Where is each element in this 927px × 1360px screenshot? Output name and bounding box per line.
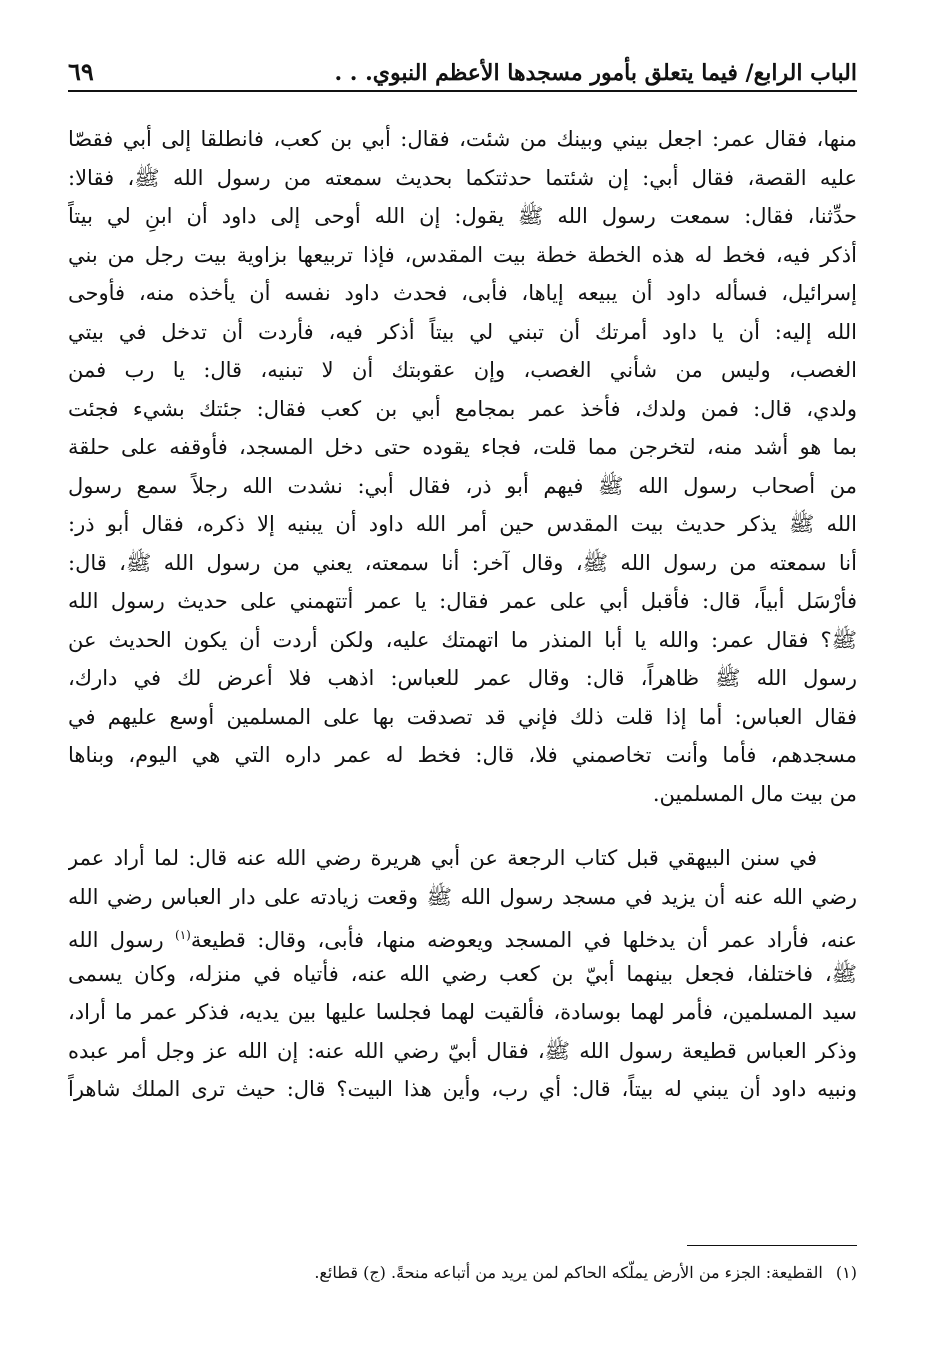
footnote-number: (١) [835, 1263, 857, 1282]
text-line: رضي الله عنه أن يزيد في مسجد رسول الله ﷺ وقعت زيادته على دار العباس رضي الله [68, 884, 857, 909]
text-line: الغصب، وليس من شأني الغصب، وإن عقوبتك أن لا تبنيه، قال: يا رب فمن [68, 358, 857, 382]
page-number: ٦٩ [68, 57, 94, 86]
text-line: عليه القصة، فقال أبي: إن شئتما حدثتكما بحديث سمعته من رسول الله ﷺ، فقالا: [68, 165, 857, 190]
text-line: ﷺ، فاختلفا، فجعل بينهما أبيّ بن كعب رضي الله عنه، فأتياه في منزله، وكان يسمى [68, 961, 857, 986]
text-line: من أصحاب رسول الله ﷺ فيهم أبو ذر، فقال أبي: نشدت الله رجلاً سمع رسول [68, 473, 857, 498]
text-line-part: عنه، فأراد عمر أن يدخلها في المسجد ويعوضه منها، فأبى، وقال: قطيعة [190, 928, 857, 952]
text-line: من بيت مال المسلمين. [652, 781, 857, 806]
text-line: مسجدهم، فأما وأنت تخاصمني فلا، قال: فخط له عمر داره التي هي اليوم، وبناها [68, 743, 857, 767]
text-line: ولدي، قال: فمن ولدك، فأخذ عمر بمجامع أبي بن كعب فقال: جئتك بشيء فجئت [68, 396, 857, 421]
text-line: فأرْسَل أبياً، قال: فأقبل أبي على عمر فقال: يا عمر أتتهمني على حديث رسول الله [68, 589, 857, 613]
text-line: حدِّثنا، فقال: سمعت رسول الله ﷺ يقول: إن الله أوحى إلى داود أن ابنِ لي بيتاً [68, 204, 857, 228]
text-line: ﷺ؟ فقال عمر: والله يا أبا المنذر ما اتهمتك عليه، ولكن أردت أن يكون الحديث عن [68, 627, 857, 652]
text-line: بما هو أشد منه، لتخرجن مما قلت، فجاء يقوده حتى دخل المسجد، فأوقفه على حلقة [68, 435, 857, 459]
text-line: منها، فقال عمر: اجعل بيني وبينك من شئت، فقال: أبي بن كعب، فانطلقا إلى أبي فقصّا [68, 127, 857, 151]
running-head [68, 52, 857, 92]
text-line: فقال العباس: أما إذا قلت ذلك فإني قد تصدقت بها على المسلمين أوسع عليهم في [68, 704, 857, 729]
text-line-part: رسول الله [68, 928, 164, 952]
footnote-ref[interactable]: (١) [175, 928, 191, 942]
text-line: في سنن البيهقي قبل كتاب الرجعة عن أبي هريرة رضي الله عنه قال: لما أراد عمر [68, 846, 817, 870]
paragraph-gap [68, 813, 857, 839]
chapter-title: الباب الرابع/ فيما يتعلق بأمور مسجدها الأعظم النبوي. . . [334, 60, 857, 86]
text-line: الله ﷺ يذكر حديث بيت المقدس حين أمر الله داود أن يبنيه إلا ذكره، فقال أبو ذر: [68, 512, 857, 536]
footnote-text: القطيعة: الجزء من الأرض يملّكه الحاكم لمن يريد من أتباعه منحةً. (ج) قطائع. [314, 1263, 823, 1282]
text-line: سيد المسلمين، فأمر لهما بوسادة، فألقيت لهما فجلسا عليها بين يديه، فذكر عمر ما أراد، [68, 1000, 857, 1024]
footnote-divider [687, 1245, 857, 1246]
paragraph [68, 120, 857, 813]
footnote [200, 1258, 857, 1288]
text-line: وذكر العباس قطيعة رسول الله ﷺ، فقال أبيّ رضي الله عنه: إن الله عز وجل أمر عبده [68, 1038, 857, 1063]
text-line: أذكر فيه، فخط له هذه الخطة خطة بيت المقدس، فإذا تربيعها بزاوية بيت رجل من بني [68, 242, 857, 267]
paragraph [68, 839, 857, 1109]
text-line-with-footnote [68, 916, 857, 955]
text-line: ونبيه داود أن يبني له بيتاً، قال: أي رب، وأين هذا البيت؟ قال: حيث ترى الملك شاهراً [68, 1077, 857, 1101]
text-line: إسرائيل، فسأله داود أن يبيعه إياها، فأبى، فحدث داود نفسه أن يأخذه منه، فأوحى [68, 281, 857, 305]
text-line: أنا سمعته من رسول الله ﷺ، وقال آخر: أنا سمعته، يعني من رسول الله ﷺ، قال: [68, 550, 857, 575]
body-text [68, 120, 857, 1109]
text-line: الله إليه: أن يا داود أمرتك أن تبني لي بيتاً أذكر فيه، فأردت أن تدخل في بيتي [68, 319, 857, 344]
text-line: رسول الله ﷺ ظاهراً، قال: وقال عمر للعباس: اذهب فلا أعرض لك في دارك، [68, 666, 857, 690]
